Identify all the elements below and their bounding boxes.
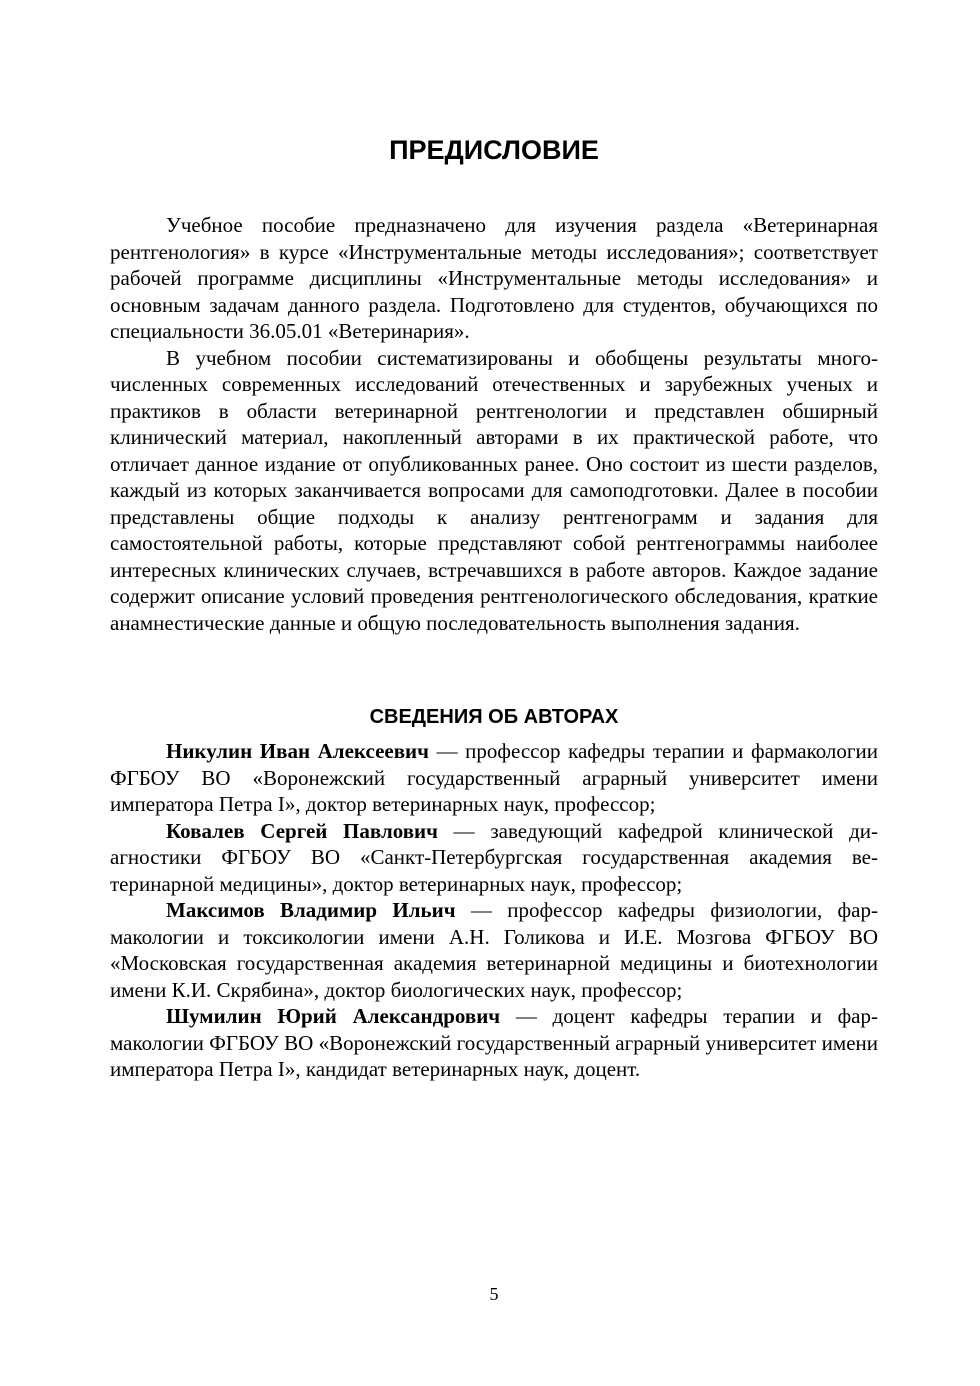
author-entry (110, 738, 878, 818)
author-name: Шумилин Юрий Александрович (166, 1004, 501, 1028)
authors-section-title: СВЕДЕНИЯ ОБ АВТОРАХ (369, 706, 619, 728)
author-name: Максимов Владимир Ильич (166, 898, 456, 922)
preface-section (110, 212, 878, 636)
preface-paragraph: В учебном пособии систематизированы и обобщены результаты многочисленных современных исследований отечественных и зарубежных ученых и практиков в области ветеринарной рентгенологии и представлен обширный клинический материал, накопленный авторами в их практической работе, что отличает данное издание от опубликованных ранее. Оно состоит из шести разделов, каждый из которых заканчивается вопросами для самоподготовки. Далее в пособии представлены общие подходы к анализу рентгенограмм и задания для самостоятельной работы, которые представляют собой рентгенограммы наиболее интересных клинических случаев, встречавшихся в работе авторов. Каждое задание содержит описание условий проведения рентгенологического обследования, краткие анамнестические данные и общую последовательность выполнения задания. (110, 345, 878, 635)
author-entry (110, 1003, 878, 1083)
author-name: Никулин Иван Алексеевич (166, 739, 429, 763)
author-description: — доцент кафедры терапии и фармакологии ФГБОУ ВО «Воронежский государственный аграрный университет имени императора Петра I», кандидат ветеринарных наук, доцент. (110, 1004, 879, 1081)
author-description: — профессор кафедры терапии и фармакологии ФГБОУ ВО «Воронежский государственный аграрный университет имени императора Петра I», доктор ветеринарных наук, профессор; (110, 739, 878, 816)
authors-section (110, 738, 878, 1083)
preface-paragraph: Учебное пособие предназначено для изучения раздела «Ветеринарная рентгенология» в курсе «Инструментальные методы исследования»; соответствует рабочей программе дисциплины «Инструментальные методы исследования» и основным задачам данного раздела. Подготовлено для студентов, обучающихся по специальности 36.05.01 «Ветеринария». (110, 213, 878, 343)
page-title: ПРЕДИСЛОВИЕ (389, 135, 599, 165)
author-description: — заведующий кафедрой клинической диагностики ФГБОУ ВО «Санкт-Петербургская государственная академия ветеринарной медицины», доктор ветеринарных наук, профессор; (110, 818, 878, 896)
author-name: Ковалев Сергей Павлович (166, 818, 438, 843)
page-number: 5 (489, 1284, 499, 1304)
author-description: — профессор кафедры физиологии, фармакологии и токсикологии имени А.Н. Голикова и И.Е. Мозгова ФГБОУ ВО «Московская государственная академия ветеринарной медицины и биотехнологии имени К.И. Скрябина», доктор биологических наук, профессор; (110, 898, 878, 1002)
author-entry (110, 897, 878, 1003)
author-entry (110, 818, 878, 898)
